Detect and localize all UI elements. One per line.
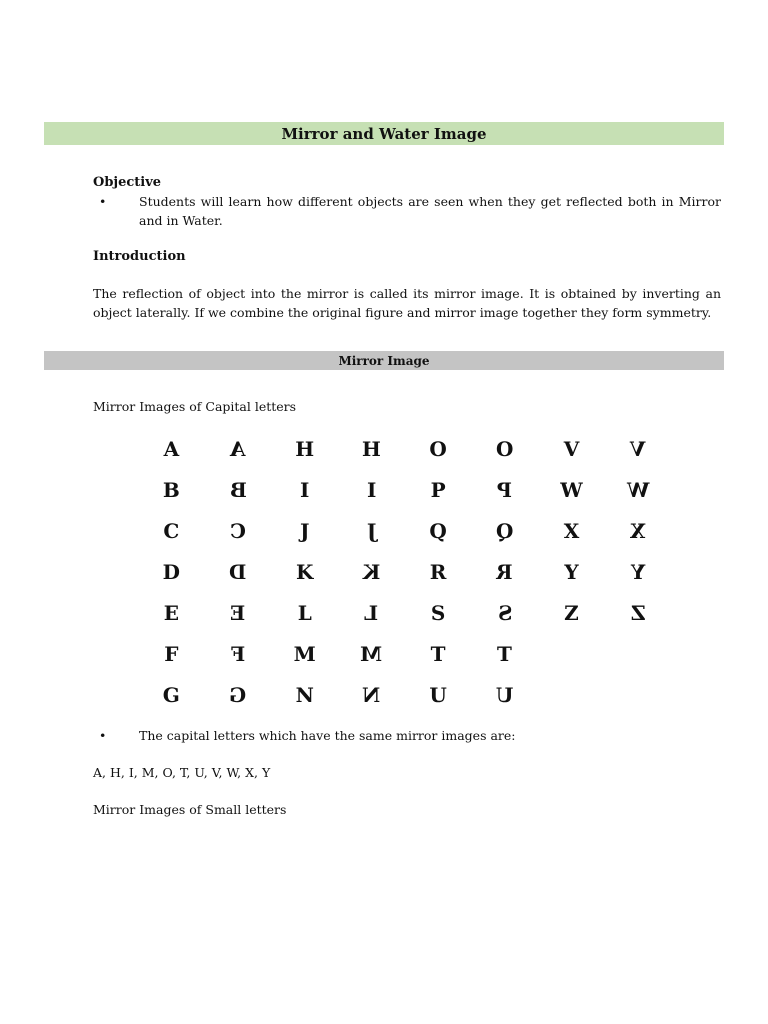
letter-original: H — [295, 436, 315, 461]
letter-original: P — [430, 477, 446, 502]
letter-original: U — [429, 682, 447, 707]
letter-mirror-image: T — [497, 641, 513, 666]
mirror-letter-grid — [138, 428, 672, 715]
letter-mirror-image: C — [230, 518, 246, 543]
letter-original: A — [163, 436, 180, 461]
letter-original — [538, 674, 605, 715]
letter-mirror-image: E — [230, 600, 246, 625]
letter-mirror-image: L — [364, 600, 379, 625]
letter-original: D — [162, 559, 181, 584]
letter-mirror-image: K — [362, 559, 381, 584]
letter-mirror-image: X — [630, 518, 646, 543]
letter-original — [538, 633, 605, 674]
letter-mirror-image: Y — [631, 559, 646, 584]
letter-original: R — [429, 559, 447, 584]
letter-original: K — [296, 559, 314, 584]
same-mirror-letters: A, H, I, M, O, T, U, V, W, X, Y — [93, 765, 271, 780]
letter-original: T — [430, 641, 446, 666]
same-mirror-bullet — [93, 726, 721, 746]
bullet-dot-icon: • — [99, 728, 107, 743]
objective-text: Students will learn how different objects are seen when they get reflected both in Mirror and in Water. — [139, 194, 721, 228]
letter-mirror-image: Z — [630, 600, 646, 625]
letter-original: C — [163, 518, 180, 543]
same-mirror-text: The capital letters which have the same mirror images are: — [139, 728, 516, 743]
letter-mirror-image: W — [626, 477, 650, 502]
letter-mirror-image — [605, 674, 672, 715]
letter-mirror-image: I — [366, 477, 377, 502]
letter-mirror-image: F — [230, 641, 246, 666]
letter-original: B — [162, 477, 180, 502]
letter-mirror-image — [605, 633, 672, 674]
section-heading: Mirror Image — [338, 353, 430, 368]
letter-mirror-image: A — [230, 436, 246, 461]
letter-mirror-image: P — [497, 477, 513, 502]
letter-mirror-image: S — [497, 600, 512, 625]
page-title: Mirror and Water Image — [281, 124, 487, 143]
mirror-image-section-bar — [44, 351, 724, 370]
capital-letters-label: Mirror Images of Capital letters — [93, 399, 297, 414]
letter-original: F — [164, 641, 179, 666]
letter-original: X — [563, 518, 580, 543]
letter-original: Z — [564, 600, 579, 625]
letter-original: Q — [429, 518, 447, 543]
bullet-dot-icon: • — [99, 194, 107, 209]
letter-original: S — [430, 600, 446, 625]
letter-original: J — [299, 518, 310, 543]
letter-original: N — [295, 682, 314, 707]
letter-mirror-image: Q — [496, 518, 514, 543]
letter-mirror-image: N — [362, 682, 381, 707]
letter-mirror-image: O — [496, 436, 514, 461]
letter-original: M — [293, 641, 316, 666]
letter-mirror-image: U — [496, 682, 514, 707]
letter-mirror-image: V — [630, 436, 646, 461]
objective-bullet — [93, 192, 721, 232]
letter-mirror-image: D — [229, 559, 247, 584]
letter-original: G — [162, 682, 180, 707]
title-bar — [44, 122, 724, 145]
letter-original: W — [560, 477, 583, 502]
letter-mirror-image: H — [361, 436, 381, 461]
letter-mirror-image: M — [360, 641, 383, 666]
small-letters-label: Mirror Images of Small letters — [93, 802, 287, 817]
introduction-text: The reflection of object into the mirror is called its mirror image. It is obtained by inverting an object laterally. If we combine the original figure and mirror image together they form symmetry. — [93, 286, 721, 320]
letter-mirror-image: J — [366, 518, 377, 543]
letter-original: Y — [564, 559, 579, 584]
introduction-heading: Introduction — [93, 249, 186, 264]
letter-original: L — [297, 600, 312, 625]
objective-heading: Objective — [93, 175, 162, 190]
letter-mirror-image: R — [496, 559, 514, 584]
letter-mirror-image: B — [229, 477, 247, 502]
letter-original: V — [563, 436, 580, 461]
letter-original: E — [163, 600, 179, 625]
letter-mirror-image: G — [229, 682, 247, 707]
letter-original: O — [429, 436, 447, 461]
letter-original: I — [300, 477, 310, 502]
